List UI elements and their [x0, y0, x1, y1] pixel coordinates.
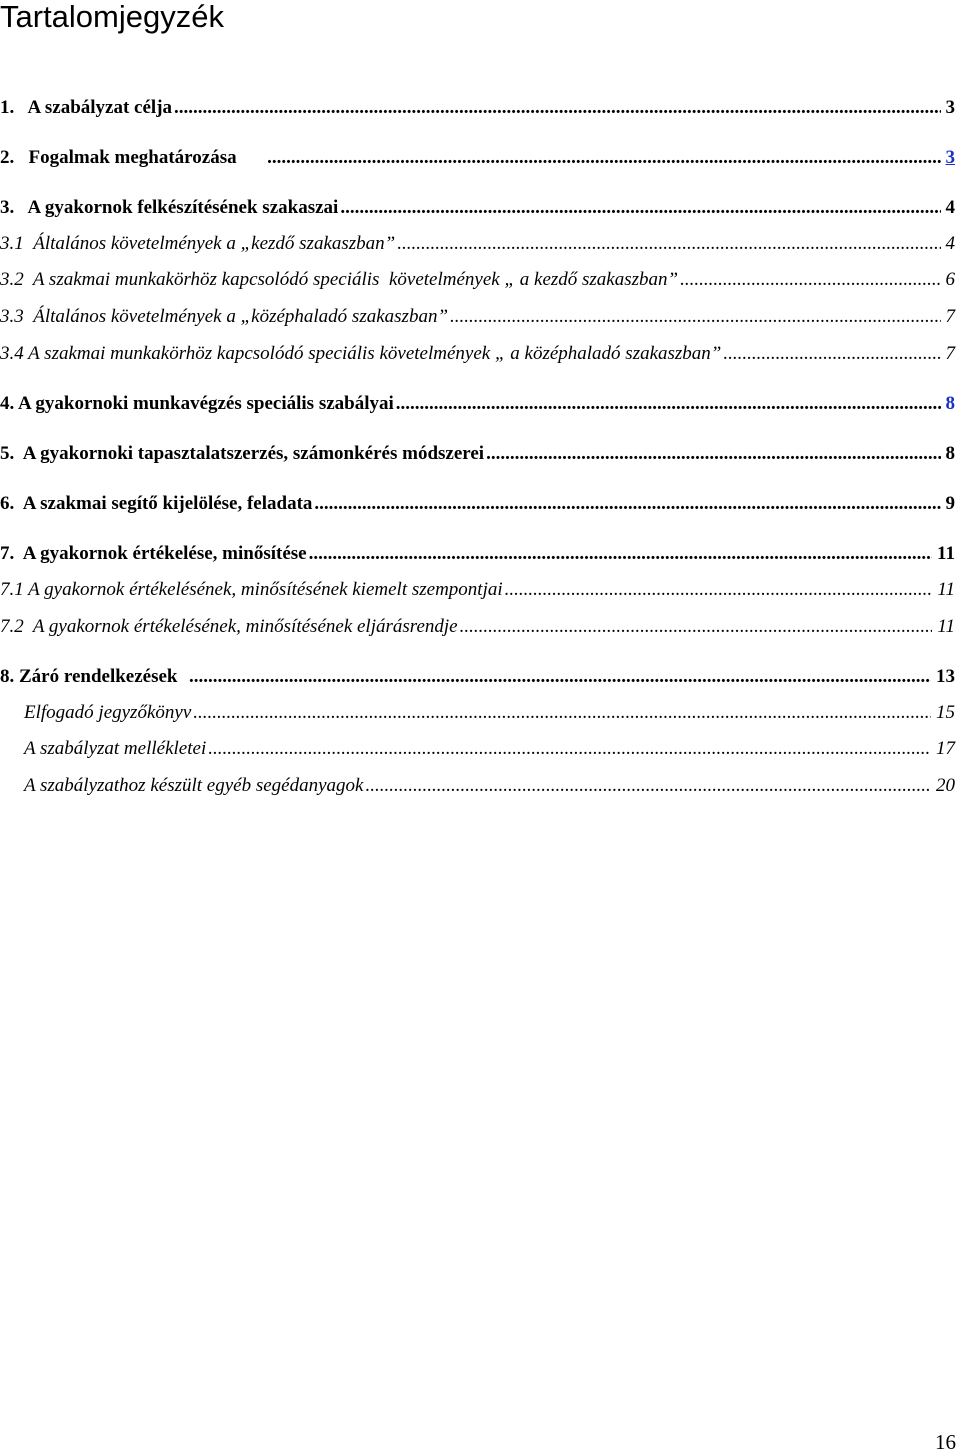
toc-entry-2[interactable]: [0, 145, 955, 171]
toc-entry-minutes[interactable]: [0, 700, 955, 726]
toc-entry-label: 4. A gyakornoki munkavégzés speciális szabályai: [0, 393, 394, 414]
dot-leader: [193, 700, 931, 726]
toc-entry-page: 15: [936, 702, 955, 723]
dot-leader: [486, 441, 940, 467]
toc-entry-label: A szabályzat mellékletei: [24, 738, 207, 759]
dot-leader: [208, 736, 931, 762]
dot-leader: [460, 614, 933, 640]
dot-leader: [396, 391, 941, 417]
toc-entry-7[interactable]: [0, 541, 955, 567]
toc-entry-7-2[interactable]: [0, 614, 955, 640]
toc-entry-page: 8: [945, 443, 955, 464]
toc-entry-3-1[interactable]: [0, 231, 955, 257]
toc-entry-5[interactable]: [0, 441, 955, 467]
toc-entry-3-4[interactable]: [0, 341, 955, 367]
toc-entry-label: 3.3 Általános követelmények a „középhaladó szakaszban”: [0, 306, 449, 327]
dot-leader: [505, 577, 933, 603]
toc-entry-4[interactable]: [0, 391, 955, 417]
toc-entry-6[interactable]: [0, 491, 955, 517]
toc-entry-label: 2. Fogalmak meghatározása: [0, 147, 266, 168]
toc-entry-label: A szabályzathoz készült egyéb segédanyagok: [24, 775, 364, 796]
dot-leader: [365, 773, 931, 799]
toc-entry-annexes[interactable]: [0, 736, 955, 762]
dot-leader: [189, 664, 931, 690]
dot-leader: [340, 195, 940, 221]
toc-entry-page: 7: [945, 306, 955, 327]
toc-entry-page: 3: [945, 97, 955, 118]
toc-entry-label: 1. A szabályzat célja: [0, 97, 173, 118]
toc-entry-3[interactable]: [0, 195, 955, 221]
toc-entry-page: 11: [937, 543, 955, 564]
dot-leader: [309, 541, 932, 567]
toc-entry-label: 7. A gyakornok értékelése, minősítése: [0, 543, 307, 564]
dot-leader: [314, 491, 940, 517]
toc-entry-page[interactable]: 3: [945, 147, 955, 168]
toc-entry-1[interactable]: [0, 95, 955, 121]
toc-entry-label: 7.2 A gyakornok értékelésének, minősítésének eljárásrendje: [0, 616, 458, 637]
toc-entry-label: 3.1 Általános követelmények a „kezdő szakaszban”: [0, 233, 396, 254]
toc-entry-label: 3. A gyakornok felkészítésének szakaszai: [0, 197, 339, 218]
toc-entry-label: 8. Záró rendelkezések: [0, 666, 187, 687]
dot-leader: [450, 304, 940, 330]
toc-entry-page: 4: [945, 197, 955, 218]
toc-entry-page: 7: [945, 343, 955, 364]
dot-leader: [174, 95, 940, 121]
page-number: 16: [935, 1430, 956, 1454]
toc-entry-label: 6. A szakmai segítő kijelölése, feladata: [0, 493, 313, 514]
toc-entry-supplementary[interactable]: [0, 773, 955, 799]
toc-entry-page: 13: [936, 666, 955, 687]
toc-entry-page: 4: [945, 233, 955, 254]
dot-leader: [397, 231, 940, 257]
toc-entry-page: 20: [936, 775, 955, 796]
toc-entry-label: 5. A gyakornoki tapasztalatszerzés, számonkérés módszerei: [0, 443, 485, 464]
toc-entry-7-1[interactable]: [0, 577, 955, 603]
toc-entry-3-3[interactable]: [0, 304, 955, 330]
toc-entry-label: 3.2 A szakmai munkakörhöz kapcsolódó speciális követelmények „ a kezdő szakaszban”: [0, 269, 679, 290]
toc-entry-page: 17: [936, 738, 955, 759]
dot-leader: [723, 341, 940, 367]
toc-entry-label: 7.1 A gyakornok értékelésének, minősítésének kiemelt szempontjai: [0, 579, 503, 600]
dot-leader: [680, 267, 940, 293]
toc-entry-page[interactable]: 8: [945, 393, 955, 414]
toc-entry-page: 9: [945, 493, 955, 514]
toc-entry-page: 11: [937, 616, 955, 637]
toc-entry-3-2[interactable]: [0, 267, 955, 293]
toc-entry-page: 6: [945, 269, 955, 290]
toc-entry-page: 11: [937, 579, 955, 600]
toc-entry-8[interactable]: [0, 664, 955, 690]
dot-leader: [267, 145, 940, 171]
toc-entry-label: Elfogadó jegyzőkönyv: [24, 702, 192, 723]
page-title: Tartalomjegyzék: [0, 0, 224, 34]
toc-entry-label: 3.4 A szakmai munkakörhöz kapcsolódó speciális követelmények „ a középhaladó szakaszban”: [0, 343, 722, 364]
